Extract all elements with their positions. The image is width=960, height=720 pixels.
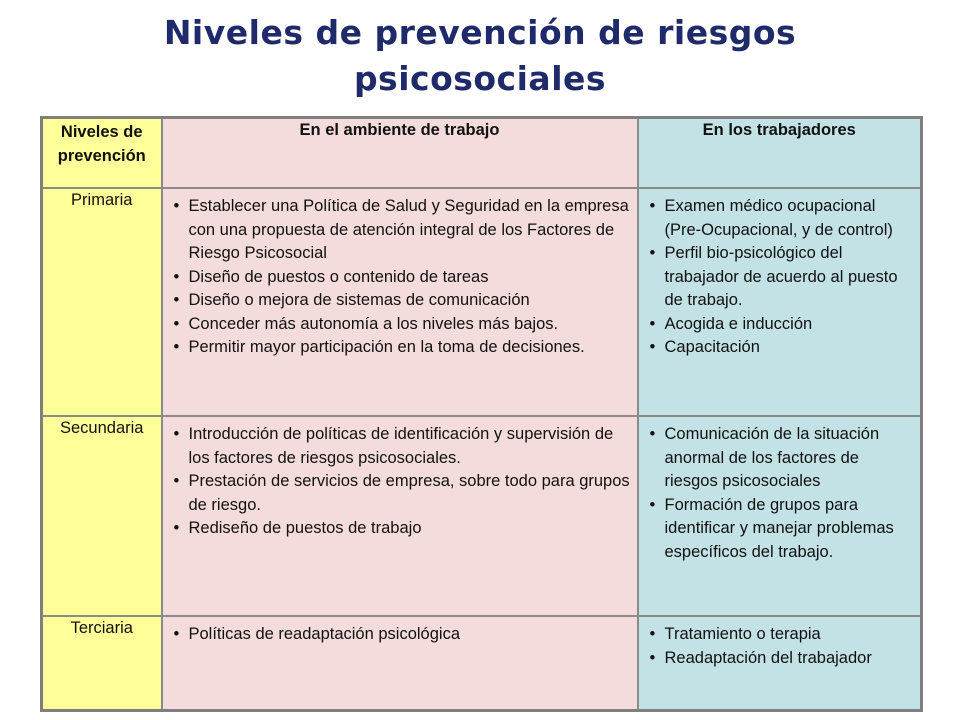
- list-item: • Diseño o mejora de sistemas de comunicación: [169, 289, 631, 313]
- list-item: • Establecer una Política de Salud y Seguridad en la empresa con una propuesta de atención integral de los Factores de Riesgo Psicosocial: [169, 195, 631, 266]
- prevention-levels-table: [40, 116, 923, 712]
- environment-primaria: [162, 188, 638, 416]
- list-item: • Tratamiento o terapia: [645, 623, 915, 647]
- environment-secundaria: [162, 416, 638, 616]
- list-item: • Conceder más autonomía a los niveles más bajos.: [169, 313, 631, 337]
- workers-terciaria: [638, 616, 922, 711]
- list-item: • Acogida e inducción: [645, 313, 915, 337]
- slide-title: Niveles de prevención de riesgos psicosociales: [163, 13, 797, 98]
- list-item: • Políticas de readaptación psicológica: [169, 623, 631, 647]
- list-item: • Perfil bio-psicológico del trabajador de acuerdo al puesto de trabajo.: [645, 242, 915, 313]
- list-item: • Permitir mayor participación en la toma de decisiones.: [169, 336, 631, 360]
- workers-primaria: [638, 188, 922, 416]
- list-item: • Readaptación del trabajador: [645, 647, 915, 671]
- level-secundaria: Secundaria: [42, 416, 162, 616]
- environment-terciaria: [162, 616, 638, 711]
- header-environment: En el ambiente de trabajo: [162, 118, 638, 189]
- list-item: • Capacitación: [645, 336, 915, 360]
- level-terciaria: Terciaria: [42, 616, 162, 711]
- workers-secundaria: [638, 416, 922, 616]
- header-levels: Niveles de prevención: [42, 118, 162, 189]
- table-row-secundaria: [42, 416, 922, 616]
- level-primaria: Primaria: [42, 188, 162, 416]
- list-item: • Comunicación de la situación anormal de los factores de riesgos psicosociales: [645, 423, 915, 494]
- list-item: • Formación de grupos para identificar y manejar problemas específicos del trabajo.: [645, 494, 915, 565]
- list-item: • Prestación de servicios de empresa, sobre todo para grupos de riesgo.: [169, 470, 631, 517]
- list-item: • Rediseño de puestos de trabajo: [169, 517, 631, 541]
- list-item: • Diseño de puestos o contenido de tareas: [169, 266, 631, 290]
- header-workers: En los trabajadores: [638, 118, 922, 189]
- list-item: • Examen médico ocupacional (Pre-Ocupacional, y de control): [645, 195, 915, 242]
- table-row-primaria: [42, 188, 922, 416]
- table-row-terciaria: [42, 616, 922, 711]
- table-header-row: [42, 118, 922, 189]
- list-item: • Introducción de políticas de identificación y supervisión de los factores de riesgos psicosociales.: [169, 423, 631, 470]
